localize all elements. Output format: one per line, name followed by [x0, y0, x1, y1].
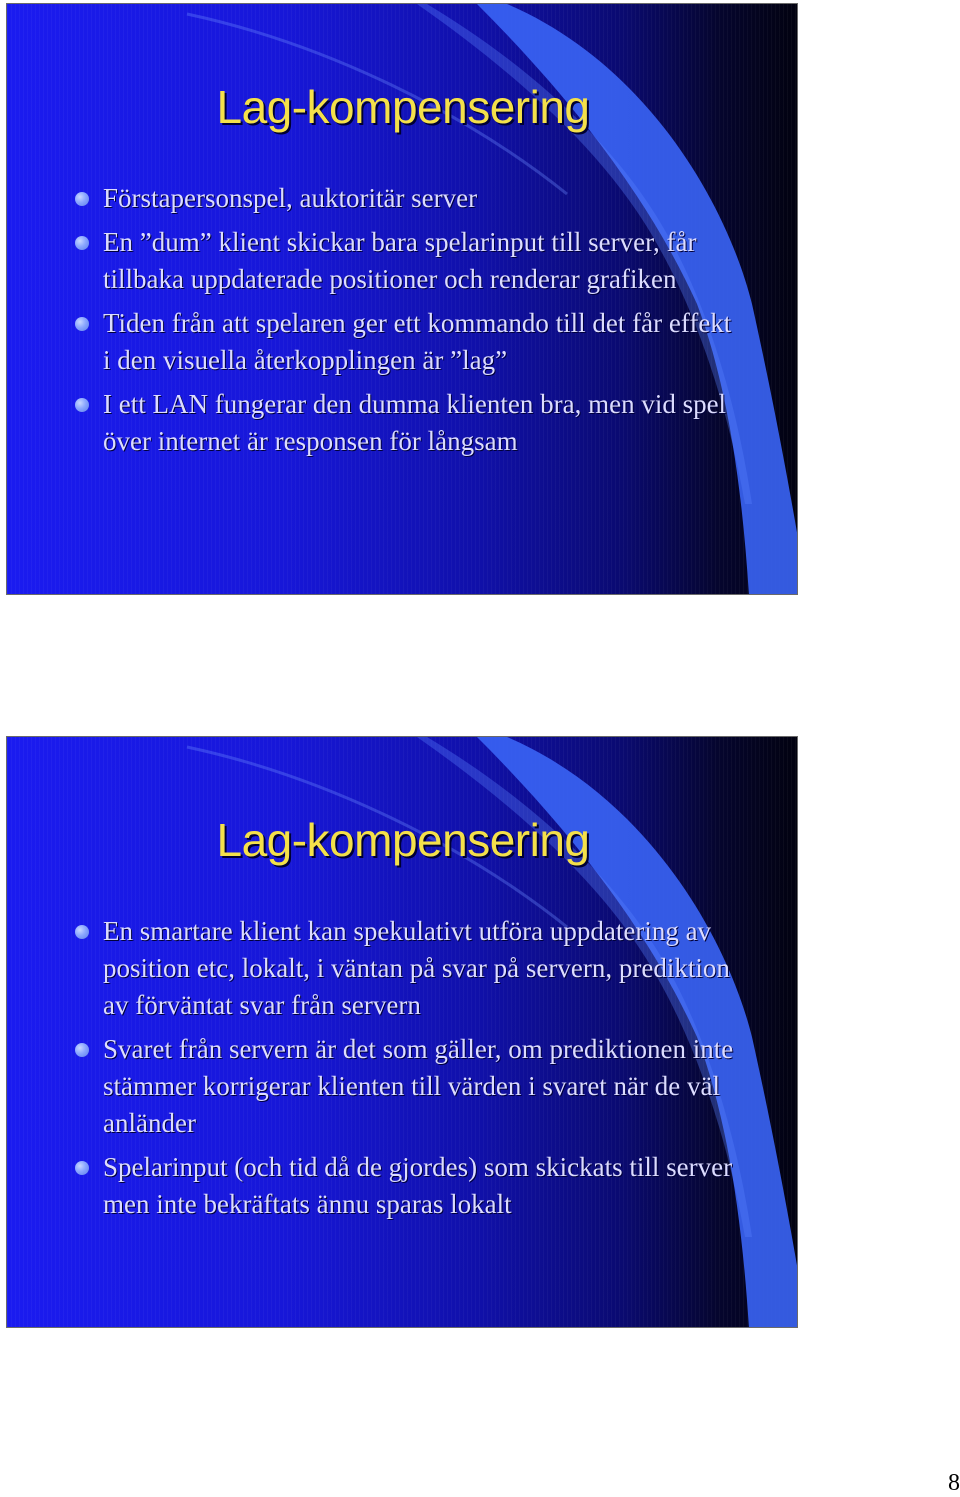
bullet-item: [103, 1031, 743, 1142]
bullet-icon: [75, 398, 89, 412]
bullet-list: [103, 913, 743, 1230]
bullet-icon: [75, 1161, 89, 1175]
bullet-icon: [75, 192, 89, 206]
bullet-item: [103, 386, 743, 460]
bullet-item: [103, 913, 743, 1024]
bullet-text: Tiden från att spelaren ger ett kommando till det får effekt i den visuella återkopplingen är ”lag”: [103, 308, 732, 375]
bullet-icon: [75, 317, 89, 331]
bullet-icon: [75, 1043, 89, 1057]
page-number: 8: [948, 1470, 960, 1496]
bullet-item: [103, 1149, 743, 1223]
bullet-list: [103, 180, 743, 467]
bullet-text: Spelarinput (och tid då de gjordes) som skickats till server men inte bekräftats ännu sparas lokalt: [103, 1152, 733, 1219]
bullet-item: [103, 224, 743, 298]
bullet-text: En ”dum” klient skickar bara spelarinput till server, får tillbaka uppdaterade positioner och renderar grafiken: [103, 227, 697, 294]
bullet-text: Förstapersonspel, auktoritär server: [103, 183, 478, 213]
slide-title: Lag-kompensering: [216, 81, 590, 133]
bullet-icon: [75, 236, 89, 250]
bullet-icon: [75, 925, 89, 939]
slide-2: [6, 736, 798, 1328]
slide-1: [6, 3, 798, 595]
bullet-text: En smartare klient kan spekulativt utföra uppdatering av position etc, lokalt, i väntan på svar på servern, prediktion av förväntat svar från servern: [103, 916, 730, 1020]
bullet-item: [103, 180, 743, 217]
bullet-text: Svaret från servern är det som gäller, om prediktionen inte stämmer korrigerar klienten till värden i svaret när de väl anländer: [103, 1034, 734, 1138]
slide-title: Lag-kompensering: [216, 814, 590, 866]
bullet-item: [103, 305, 743, 379]
bullet-text: I ett LAN fungerar den dumma klienten bra, men vid spel över internet är responsen för långsam: [103, 389, 727, 456]
